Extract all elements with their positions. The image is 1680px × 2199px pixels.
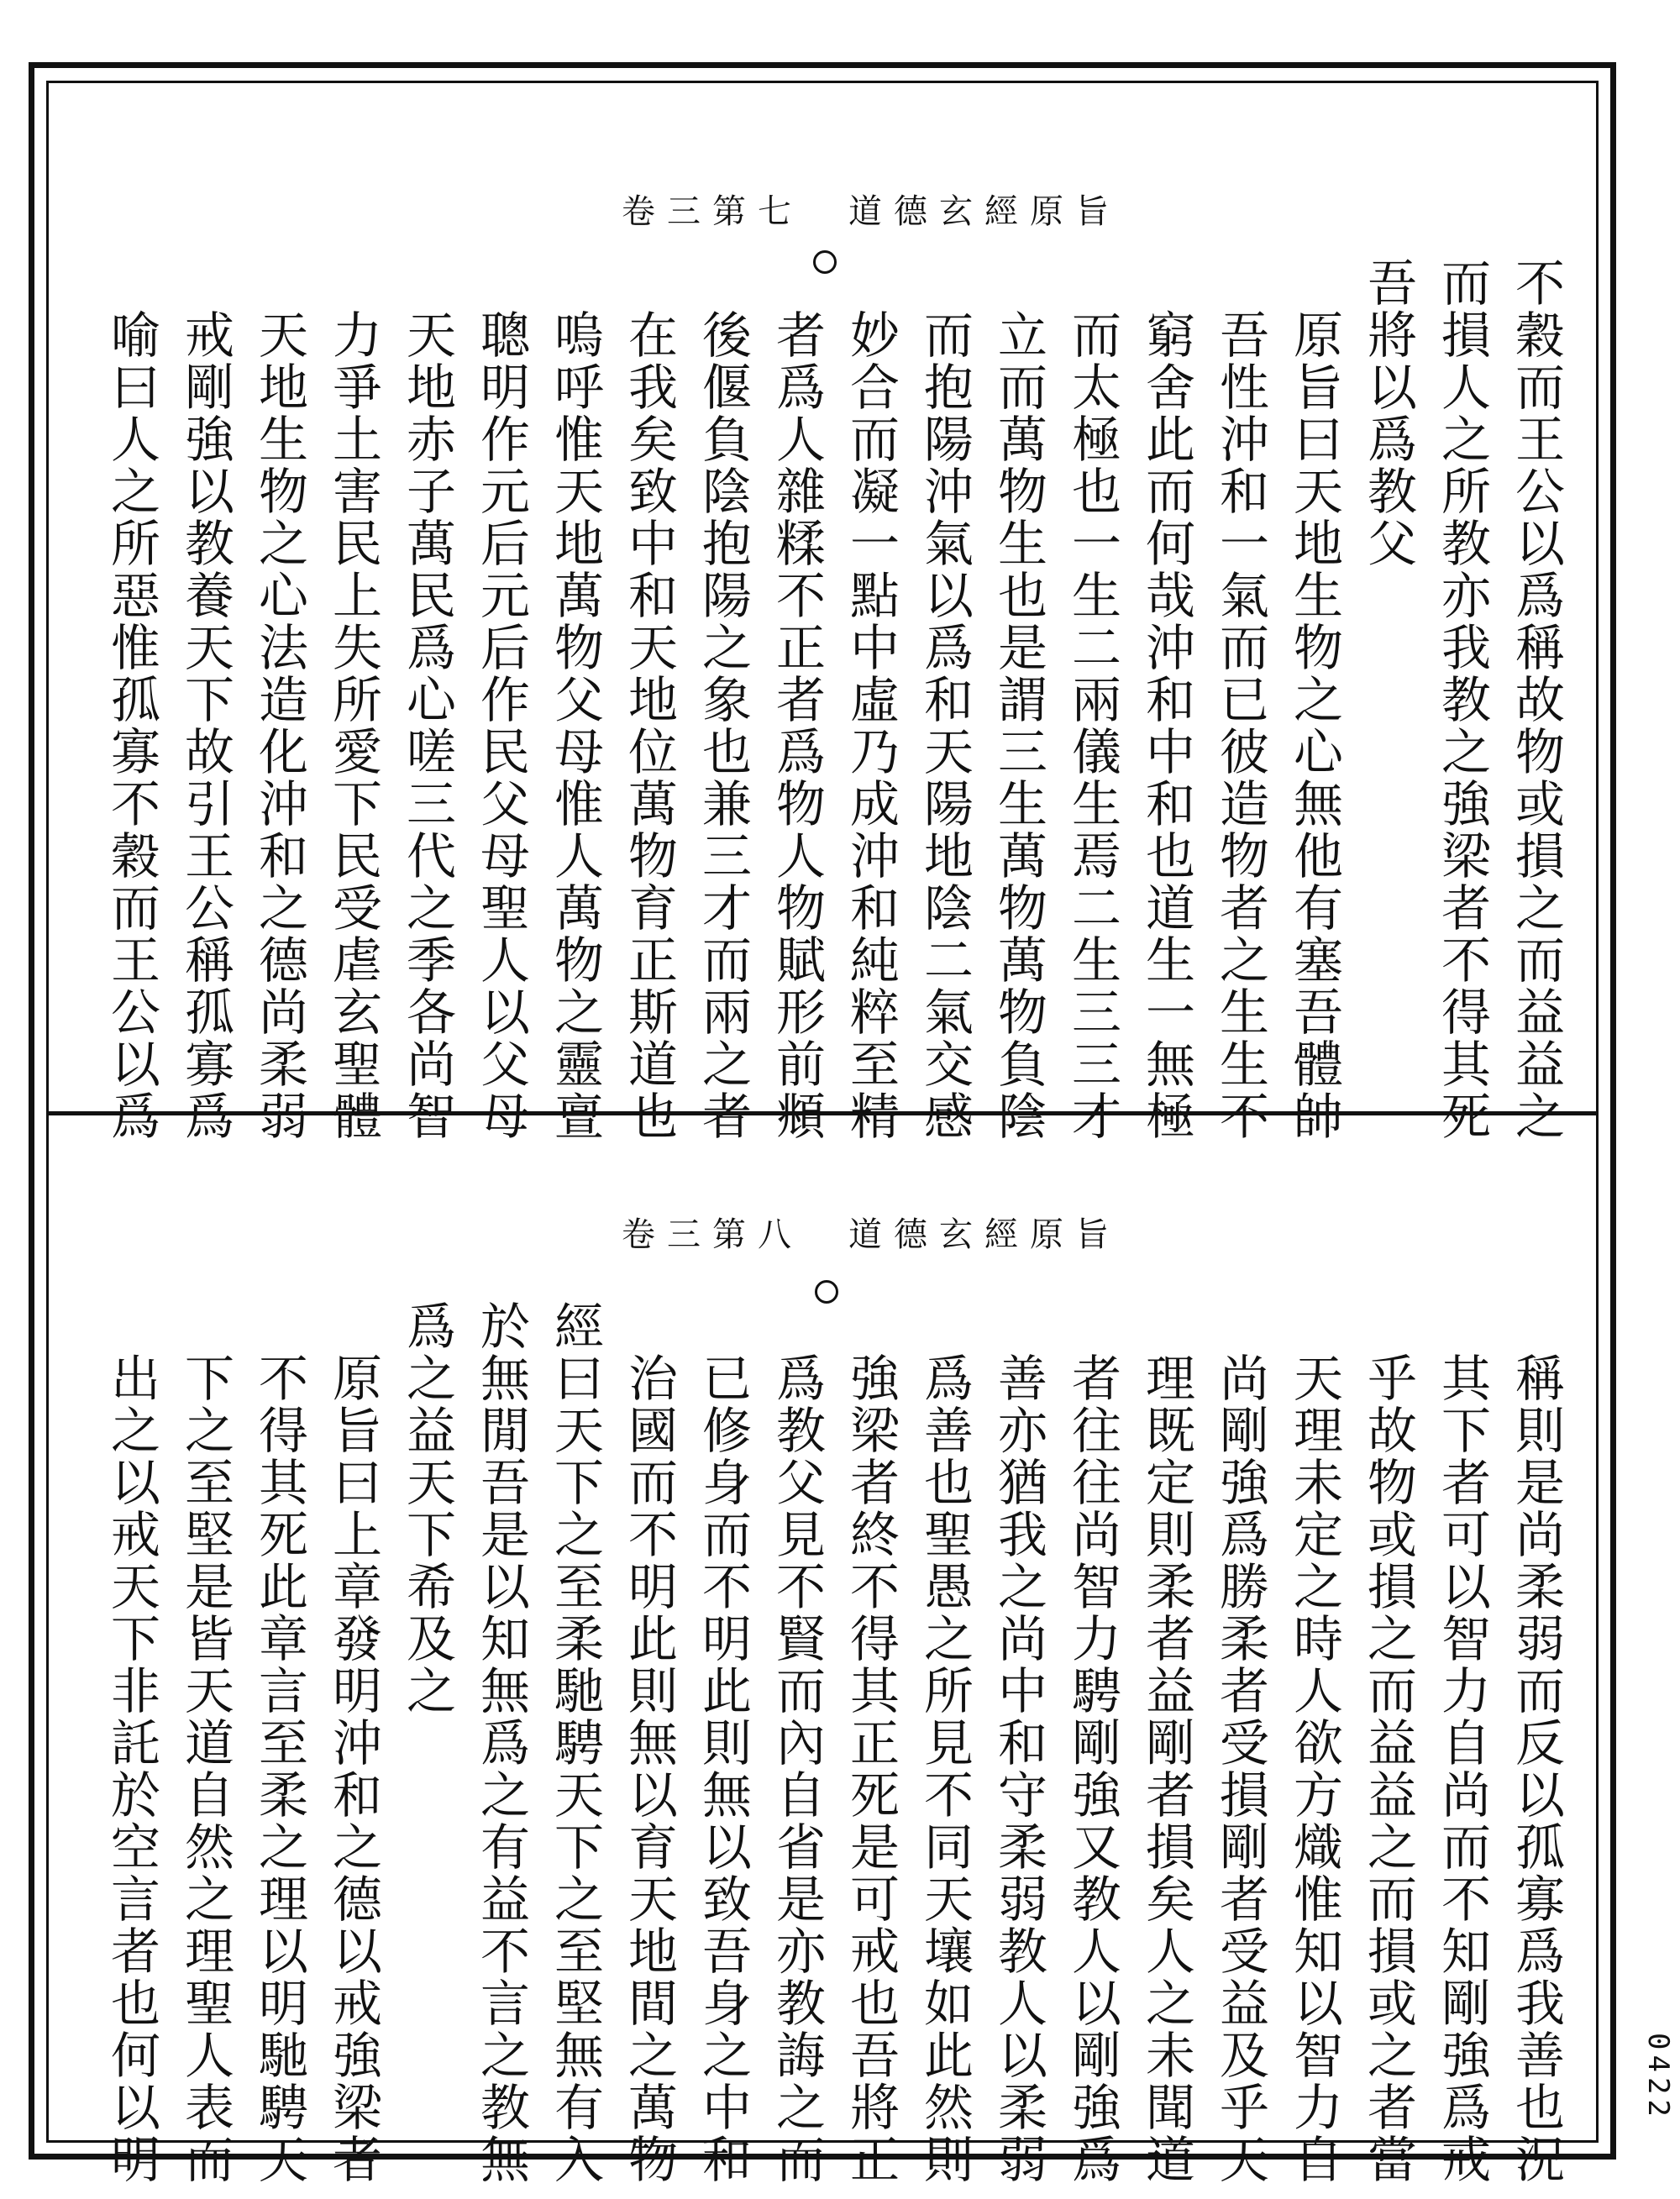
upper-header-title: 道德玄經原旨	[848, 192, 1121, 231]
upper-header	[622, 185, 1142, 235]
upper-column-text: 不穀而王公以爲稱故物或損之而益益之 而損人之所教亦我教之強梁者不得其死 吾將以爲教父 原旨曰天地生物之心無他有塞吾體帥 吾性沖和一氣而已彼造物者之生生不 窮舍此而何哉沖和中和也道生一無極 而太極也一生二兩儀生焉二生三三才 立而萬物生也是謂三生萬物萬物負陰 而抱陽沖氣以爲和天陽地陰二氣交感 妙合而凝一點中虛乃成沖和純粹至精 者爲人雜糅不正者爲物人物賦形前頫 後偃負陰抱陽之象也兼三才而兩之者 在我矣致中和天地位萬物育正斯道也 嗚呼惟天地萬物父母惟人萬物之靈亶 聰明作元后元后作民父母聖人以父母 天地赤子萬民爲心嗟三代之季各尚智 力爭土害民上失所愛下民受虐玄聖體 天地生物之心法造化沖和之德尚柔弱 戒剛強以教養天下故引王公稱孤寡爲 喻曰人之所惡惟孤寡不穀而王公以爲	[102, 257, 1565, 1142]
page-number: 0422	[1641, 2033, 1675, 2122]
lower-header-title: 道德玄經原旨	[848, 1215, 1121, 1254]
lower-header-section: 卷三第八	[622, 1215, 803, 1254]
lower-header	[622, 1208, 1142, 1258]
lower-column-text: 稱則是尚柔弱而反以孤寡爲我善也況 其下者可以智力自尚而不知剛強爲戒 乎故物或損之而益益之而損或之者當 天理未定之時人欲方熾惟知以智力自 尚剛強爲勝柔者受損剛者受益及乎天 理既定則柔者益剛者損矣人之未聞道 者往往尚智力騁剛強又教人以剛強爲 善亦猶我之尚中和守柔弱教人以柔弱 爲善也聖愚之所見不同天壤如此然則 強梁者終不得其正死是可戒也吾將正 爲教父見不賢而內自省是亦教誨之而 已修身而不明此則無以致吾身之中和 治國而不明此則無以育天地間之萬物 經曰天下之至柔馳騁天下之至堅無有入 於無閒吾是以知無爲之有益不言之教無 爲之益天下希及之 原旨曰上章發明沖和之德以戒強梁者 不得其死此章言至柔之理以明馳騁天 下之至堅是皆天道自然之理聖人表而 出之以戒天下非託於空言者也何以明	[102, 1300, 1565, 2186]
upper-header-section: 卷三第七	[622, 192, 803, 231]
